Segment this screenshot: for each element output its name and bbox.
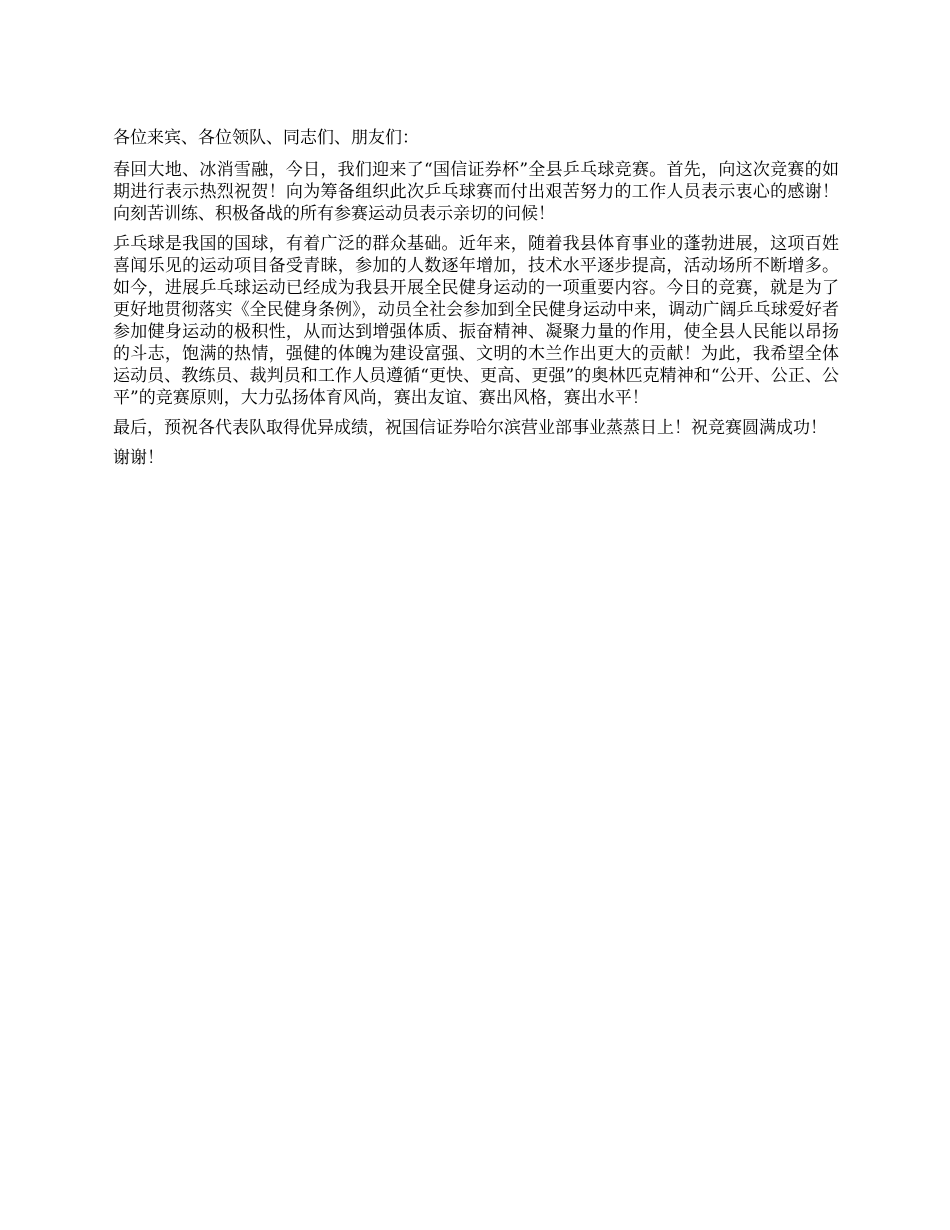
paragraph-table-tennis: 乒乓球是我国的国球，有着广泛的群众基础。近年来，随着我县体育事业的蓬勃进展，这项百姓喜闻乐见的运动项目备受青睐，参加的人数逐年增加，技术水平逐步提高，活动场所不断增多。如今，进展乒乓球运动已经成为我县开展全民健身运动的一项重要内容。今日的竞赛，就是为了更好地贯彻落实《全民健身条例》，动员全社会参加到全民健身运动中来，调动广阔乒乓球爱好者参加健身运动的极积性，从而达到增强体质、振奋精神、凝聚力量的作用，使全县人民能以昂扬的斗志，饱满的热情，强健的体魄为建设富强、文明的木兰作出更大的贡献！为此，我希望全体运动员、教练员、裁判员和工作人员遵循“更快、更高、更强”的奥林匹克精神和“公开、公正、公平”的竞赛原则，大力弘扬体育风尚，赛出友谊、赛出风格，赛出水平！: [113, 234, 839, 408]
closing: 谢谢！: [113, 448, 164, 468]
document-body: [113, 127, 839, 477]
paragraph-wishes: 最后，预祝各代表队取得优异成绩，祝国信证券哈尔滨营业部事业蒸蒸日上！祝竞赛圆满成功！: [113, 418, 827, 438]
salutation: 各位来宾、各位领队、同志们、朋友们：: [113, 128, 419, 148]
paragraph-opening: 春回大地、冰消雪融，今日，我们迎来了“国信证券杯”全县乒乓球竞赛。首先，向这次竞赛的如期进行表示热烈祝贺！向为筹备组织此次乒乓球赛而付出艰苦努力的工作人员表示衷心的感谢！向刻苦训练、积极备战的所有参赛运动员表示亲切的问候！: [113, 160, 839, 224]
